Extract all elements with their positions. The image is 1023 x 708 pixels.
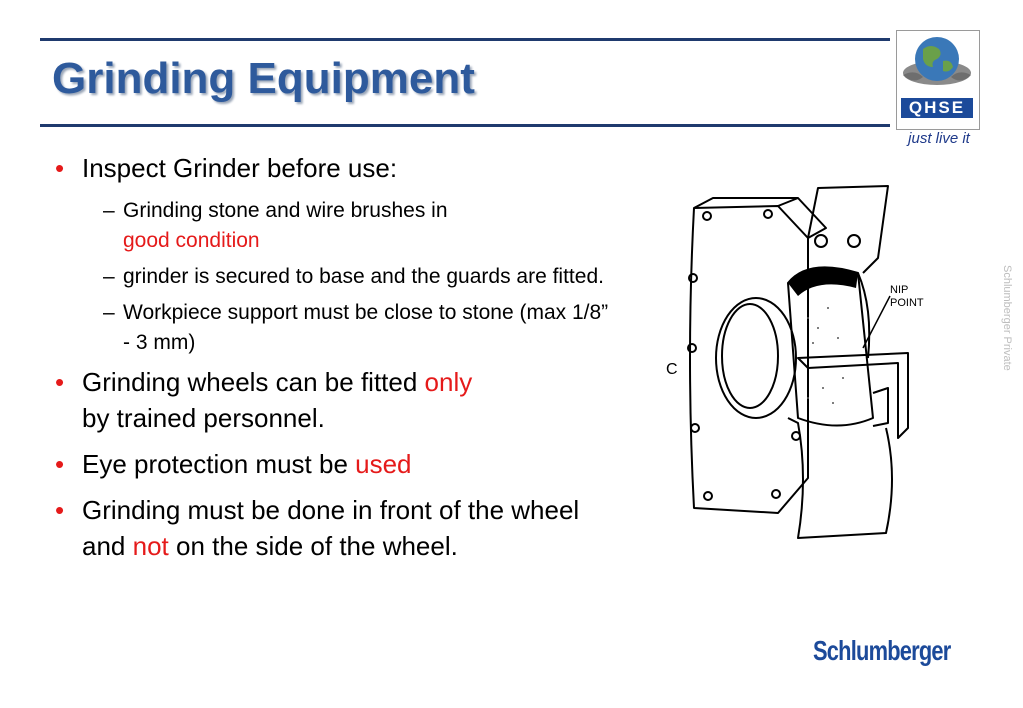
sub-bullet-text: grinder is secured to base and the guards are fitted. (123, 265, 604, 288)
bottom-rule (40, 124, 890, 127)
bullet-item (55, 364, 615, 436)
qhse-label: QHSE (901, 98, 973, 118)
classification-text: Schlumberger Private (1001, 265, 1013, 371)
sub-bullet-item (55, 196, 615, 256)
classification-label (1000, 265, 1014, 415)
nip-label-line1: NIP (890, 284, 909, 296)
schlumberger-logo: Schlumberger (813, 635, 951, 666)
bullet-list (55, 150, 615, 574)
globe-hands-icon (897, 31, 977, 97)
bullet-highlight: only (424, 367, 473, 397)
nip-label-line2: POINT (890, 297, 924, 309)
bench-grinder-illustration (658, 178, 948, 548)
logo-tagline: just live it (908, 130, 970, 147)
slide-title: Grinding Equipment (52, 54, 475, 103)
bullet-dot-icon: • (55, 495, 65, 525)
bullet-highlight: not (132, 531, 169, 561)
dash-icon: – (103, 301, 115, 324)
bullet-text-continued: by trained personnel. (82, 403, 325, 433)
bullet-dot-icon: • (55, 367, 65, 397)
side-mark-label: C (666, 361, 678, 378)
sub-bullet-text: Grinding stone and wire brushes in (123, 199, 448, 222)
dash-icon: – (103, 199, 115, 222)
bullet-text: Inspect Grinder before use: (82, 153, 398, 183)
dash-icon: – (103, 265, 115, 288)
bullet-text: Grinding must be done in front of the wheel and (82, 495, 580, 561)
bullet-item (55, 446, 615, 482)
bullet-item (55, 150, 615, 186)
qhse-logo (896, 30, 980, 130)
top-rule (40, 38, 890, 41)
bullet-dot-icon: • (55, 449, 65, 479)
bullet-item (55, 492, 615, 564)
bullet-text: Eye protection must be (82, 449, 356, 479)
sub-bullet-item (55, 298, 615, 358)
sub-bullet-highlight: good condition (123, 229, 260, 252)
bullet-highlight: used (355, 449, 412, 479)
bullet-dot-icon: • (55, 153, 65, 183)
sub-bullet-text: Workpiece support must be close to stone (max 1/8” - 3 mm) (123, 301, 609, 354)
bullet-text: Grinding wheels can be fitted (82, 367, 425, 397)
grinder-diagram (658, 178, 948, 548)
sub-bullet-item (55, 262, 615, 292)
bullet-text-continued: on the side of the wheel. (168, 531, 458, 561)
